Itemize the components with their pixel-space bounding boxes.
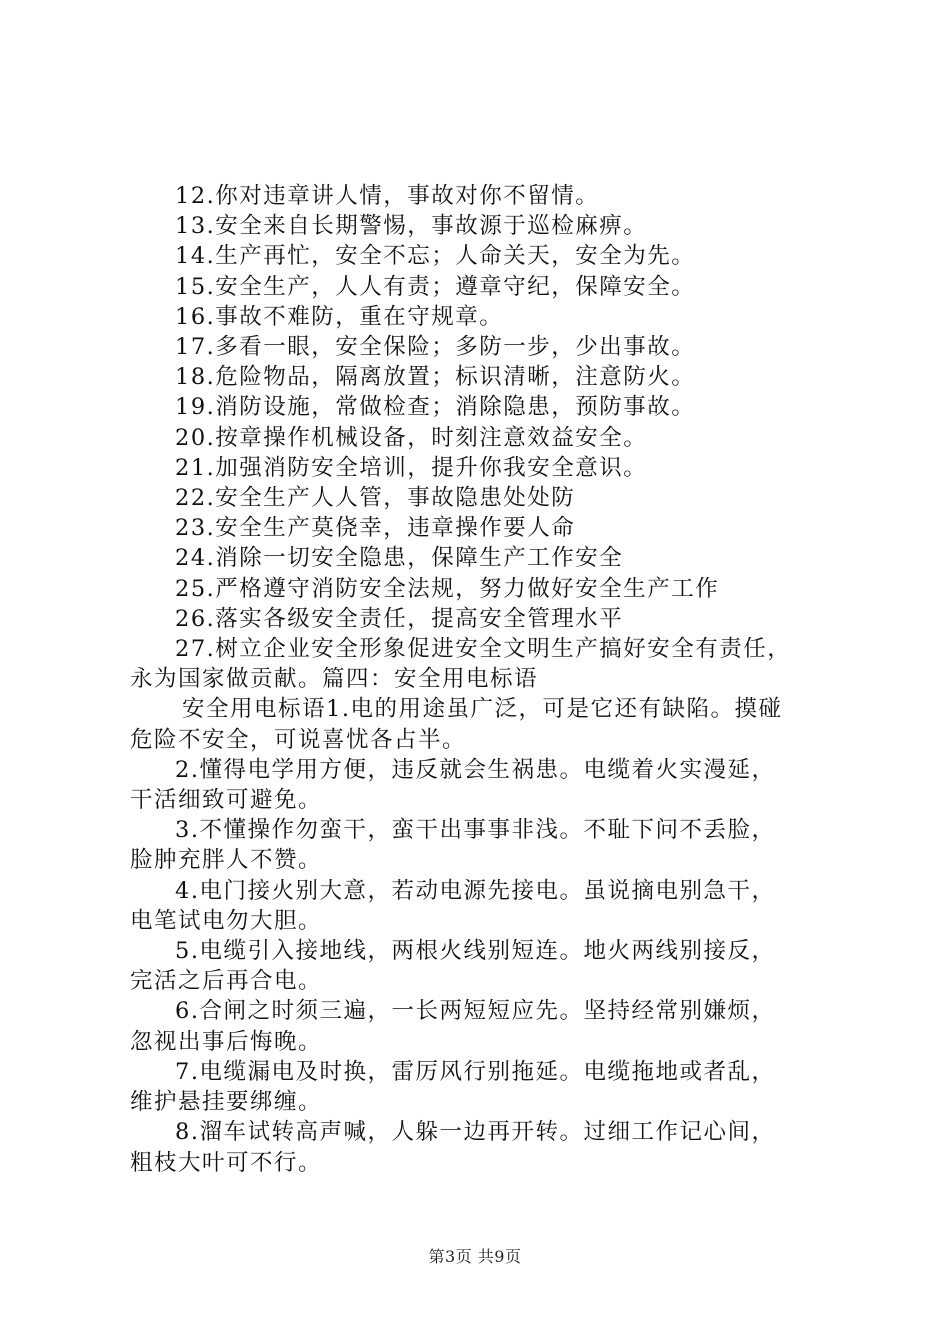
electric-slogan-4-line-1: 4.电门接火别大意，若动电源先接电。虽说摘电别急干， — [175, 877, 776, 904]
electric-slogan-2-line-1: 2.懂得电学用方便，违反就会生祸患。电缆着火实漫延， — [175, 756, 776, 783]
electric-slogan-8-line-2: 粗枝大叶可不行。 — [130, 1149, 323, 1176]
page-footer: 第3页 共9页 — [428, 1247, 522, 1266]
electric-slogan-4-line-2: 电笔试电勿大胆。 — [130, 907, 323, 934]
slogan-27-line-1: 27.树立企业安全形象促进安全文明生产搞好安全有责任， — [175, 636, 792, 663]
electric-slogan-7-line-2: 维护悬挂要绑缠。 — [130, 1089, 323, 1116]
slogan-line-16: 16.事故不难防，重在守规章。 — [175, 303, 504, 330]
electric-intro-line-2: 危险不安全，可说喜忧各占半。 — [130, 726, 467, 753]
slogan-line-26: 26.落实各级安全责任，提高安全管理水平 — [175, 605, 624, 632]
slogan-line-21: 21.加强消防安全培训，提升你我安全意识。 — [175, 454, 648, 481]
electric-slogan-8-line-1: 8.溜车试转高声喊，人躲一边再开转。过细工作记心间， — [175, 1119, 776, 1146]
slogan-line-17: 17.多看一眼，安全保险；多防一步，少出事故。 — [175, 334, 696, 361]
electric-slogan-7-line-1: 7.电缆漏电及时换，雷厉风行别拖延。电缆拖地或者乱， — [175, 1058, 776, 1085]
slogan-line-19: 19.消防设施，常做检查；消除隐患，预防事故。 — [175, 394, 696, 421]
electric-slogan-2-line-2: 干活细致可避免。 — [130, 787, 323, 814]
slogan-27-line-2: 永为国家做贡献。篇四：安全用电标语 — [130, 666, 539, 693]
slogan-line-23: 23.安全生产莫侥幸，违章操作要人命 — [175, 515, 576, 542]
slogan-line-15: 15.安全生产，人人有责；遵章守纪，保障安全。 — [175, 273, 696, 300]
electric-slogan-6-line-1: 6.合闸之时须三遍，一长两短短应先。坚持经常别嫌烦， — [175, 998, 776, 1025]
slogan-line-22: 22.安全生产人人管，事故隐患处处防 — [175, 485, 576, 512]
electric-intro-line-1: 安全用电标语1.电的用途虽广泛，可是它还有缺陷。摸碰 — [182, 696, 783, 723]
electric-slogan-3-line-1: 3.不懂操作勿蛮干，蛮干出事事非浅。不耻下问不丢脸， — [175, 817, 776, 844]
slogan-line-18: 18.危险物品，隔离放置；标识清晰，注意防火。 — [175, 364, 696, 391]
electric-slogan-6-line-2: 忽视出事后悔晚。 — [130, 1028, 323, 1055]
slogan-line-13: 13.安全来自长期警惕，事故源于巡检麻痹。 — [175, 213, 648, 240]
slogan-line-12: 12.你对违章讲人情，事故对你不留情。 — [175, 183, 600, 209]
slogan-line-14: 14.生产再忙，安全不忘；人命关天，安全为先。 — [175, 243, 696, 270]
electric-slogan-5-line-2: 完活之后再合电。 — [130, 968, 323, 995]
slogan-line-24: 24.消除一切安全隐患，保障生产工作安全 — [175, 545, 624, 572]
slogan-line-25: 25.严格遵守消防安全法规，努力做好安全生产工作 — [175, 575, 720, 602]
slogan-line-20: 20.按章操作机械设备，时刻注意效益安全。 — [175, 424, 648, 451]
electric-slogan-5-line-1: 5.电缆引入接地线，两根火线别短连。地火两线别接反， — [175, 938, 776, 965]
document-body — [130, 181, 830, 1178]
electric-slogan-3-line-2: 脸肿充胖人不赞。 — [130, 847, 323, 874]
